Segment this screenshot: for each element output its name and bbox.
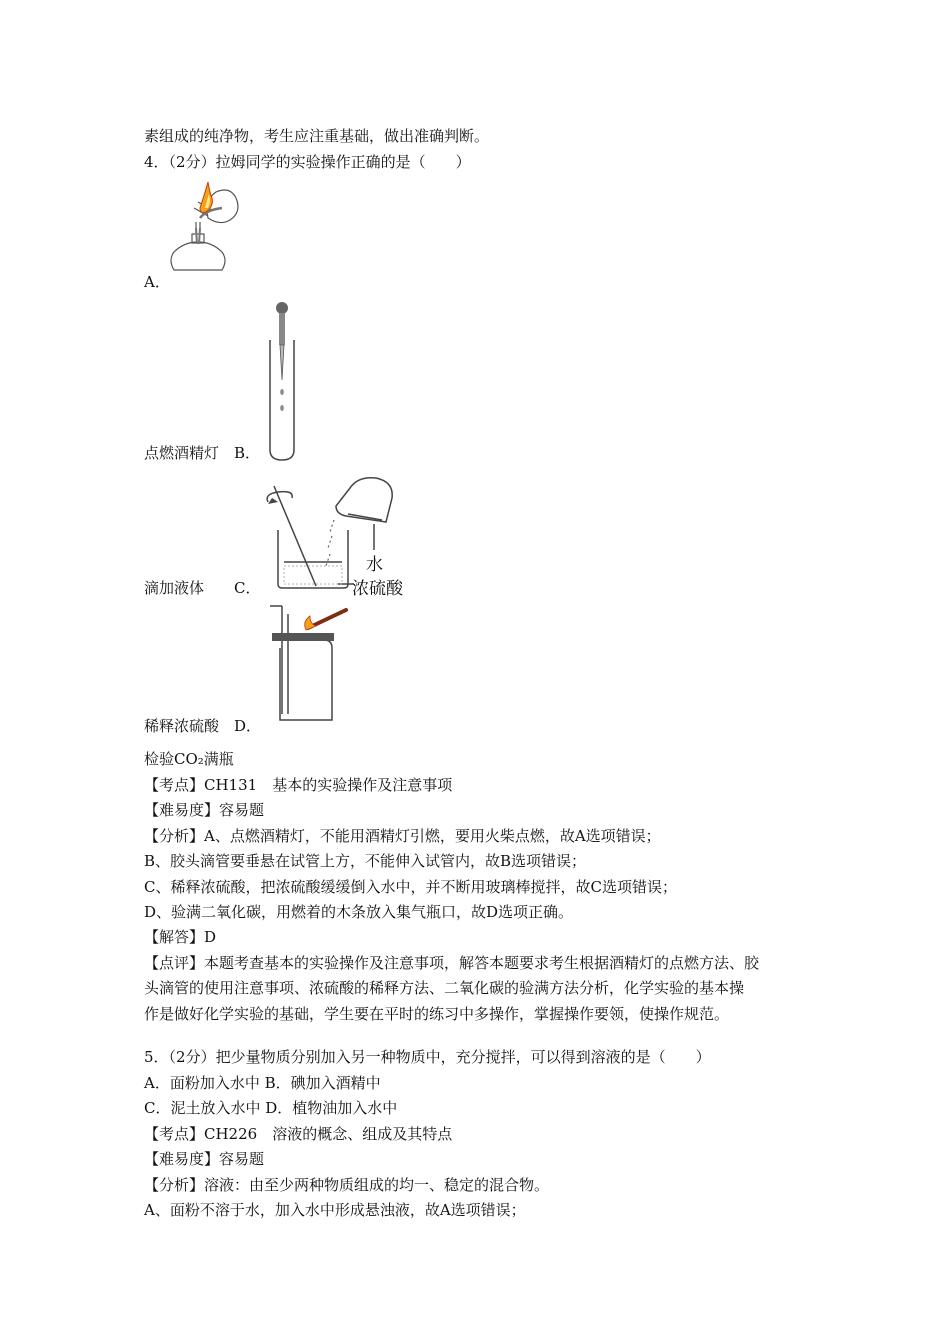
analysis-line: A、面粉不溶于水，加入水中形成悬浊液，故A选项错误； bbox=[144, 1201, 526, 1219]
question-5-options: A．面粉加入水中 B．碘加入酒精中 bbox=[144, 1074, 381, 1092]
difficulty-line: 【难易度】容易题 bbox=[144, 1150, 265, 1168]
figure-b-dropper bbox=[262, 298, 302, 464]
figure-d-co2-check bbox=[266, 604, 376, 722]
text-line: 素组成的纯净物，考生应注重基础，做出准确判断。 bbox=[144, 127, 490, 145]
label-water: 水 bbox=[366, 555, 383, 575]
figure-a-alcohol-lamp bbox=[164, 178, 244, 278]
question-4-stem: 4．（2分）拉姆同学的实验操作正确的是（ ） bbox=[144, 153, 471, 171]
difficulty-line: 【难易度】容易题 bbox=[144, 801, 265, 819]
answer-line: 【解答】D bbox=[144, 928, 217, 946]
figure-c-dilute-acid bbox=[264, 474, 414, 600]
comment-line: 作是做好化学实验的基础，学生要在平时的练习中多操作，掌握操作要领，使操作规范。 bbox=[144, 1005, 730, 1023]
question-5-options: C．泥土放入水中 D．植物油加入水中 bbox=[144, 1099, 398, 1117]
comment-line: 头滴管的使用注意事项、浓硫酸的稀释方法、二氧化碳的验满方法分析，化学实验的基本操 bbox=[144, 979, 745, 997]
option-c-label: 滴加液体 C． bbox=[144, 579, 261, 597]
option-d-caption: 检验CO₂满瓶 bbox=[144, 750, 234, 768]
label-concentrated-sulfuric-acid: 浓硫酸 bbox=[352, 579, 403, 599]
analysis-line: B、胶头滴管要垂悬在试管上方，不能伸入试管内，故B选项错误； bbox=[144, 852, 587, 870]
option-d-label: 稀释浓硫酸 D． bbox=[144, 717, 262, 735]
option-b-label: 点燃酒精灯 B． bbox=[144, 444, 261, 462]
kaodian-line: 【考点】CH131 基本的实验操作及注意事项 bbox=[144, 776, 453, 794]
analysis-line: C、稀释浓硫酸，把浓硫酸缓缓倒入水中，并不断用玻璃棒搅拌，故C选项错误； bbox=[144, 878, 677, 896]
option-a-label: A． bbox=[144, 273, 170, 291]
kaodian-line: 【考点】CH226 溶液的概念、组成及其特点 bbox=[144, 1125, 453, 1143]
question-5-stem: 5．（2分）把少量物质分别加入另一种物质中，充分搅拌，可以得到溶液的是（ ） bbox=[144, 1048, 711, 1066]
analysis-line: 【分析】溶液：由至少两种物质组成的均一、稳定的混合物。 bbox=[144, 1176, 550, 1194]
analysis-line: 【分析】A、点燃酒精灯，不能用酒精灯引燃，要用火柴点燃，故A选项错误； bbox=[144, 827, 661, 845]
analysis-line: D、验满二氧化碳，用燃着的木条放入集气瓶口，故D选项正确。 bbox=[144, 903, 574, 921]
comment-line: 【点评】本题考查基本的实验操作及注意事项，解答本题要求考生根据酒精灯的点燃方法、胶 bbox=[144, 954, 760, 972]
